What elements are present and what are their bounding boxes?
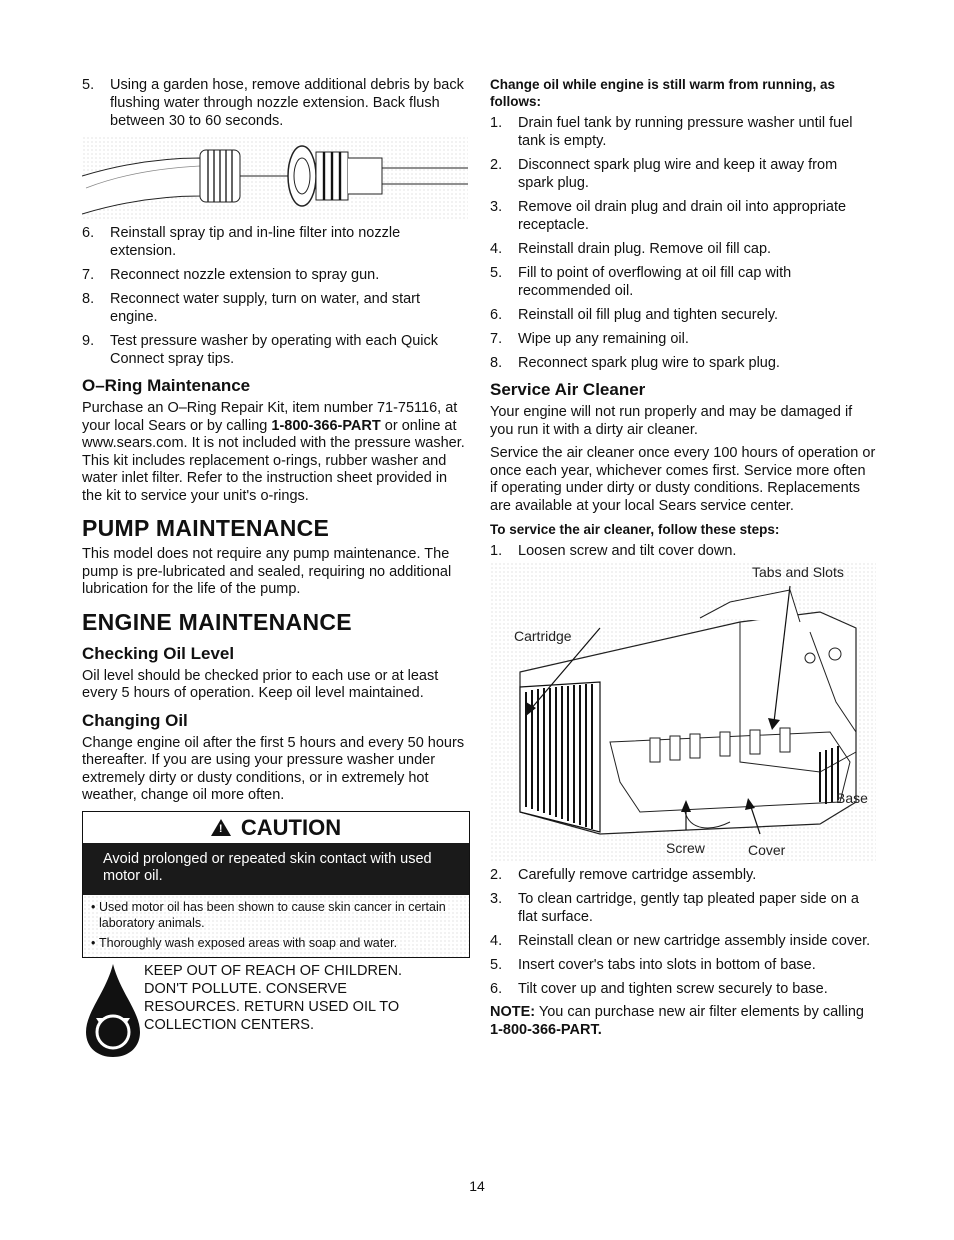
caution-header	[83, 812, 469, 843]
step-text: Remove oil drain plug and drain oil into appropriate receptacle.	[518, 199, 847, 233]
caution-box	[82, 811, 470, 958]
step-text: Loosen screw and tilt cover down.	[518, 543, 737, 559]
pump-maintenance-heading: PUMP MAINTENANCE	[82, 515, 330, 541]
air-cleaner-warning: Your engine will not run properly and may be damaged if you run it with a dirty air cleaner.	[490, 404, 853, 438]
oring-phone: 1-800-366-PART	[271, 417, 381, 434]
list-item	[490, 114, 876, 150]
list-item: • Thoroughly wash exposed areas with soap and water.	[91, 935, 461, 951]
note-text: You can purchase new air filter elements by calling	[538, 1004, 864, 1020]
step-text: To clean cartridge, gently tap pleated paper side on a flat surface.	[518, 891, 859, 925]
oring-paragraph	[82, 400, 470, 505]
step-text: Wipe up any remaining oil.	[518, 331, 689, 347]
list-item	[490, 240, 876, 258]
oring-text-2: or online at www.sears.com. It is not included with the pressure washer. This kit includes replacement o-rings, rubber washer and water inlet filter. Refer to the instruction sheet provided in the kit to service your unit's o-rings.	[82, 417, 465, 504]
step-text: Reconnect spark plug wire to spark plug.	[518, 355, 780, 371]
step-number: 3.	[490, 199, 503, 215]
step-text: Reconnect water supply, turn on water, and start engine.	[110, 291, 421, 325]
warning-triangle-icon: !	[211, 819, 231, 836]
right-column	[490, 76, 876, 1045]
oil-line: DON'T POLLUTE. CONSERVE	[144, 980, 347, 997]
list-item	[490, 932, 876, 950]
list-item: • Used motor oil has been shown to cause skin cancer in certain laboratory animals.	[91, 899, 461, 931]
engine-maintenance-heading: ENGINE MAINTENANCE	[82, 608, 352, 635]
air-cleaner-lead: To service the air cleaner, follow these steps:	[490, 522, 780, 537]
list-item	[490, 354, 876, 372]
step-text: Carefully remove cartridge assembly.	[518, 867, 757, 883]
list-item	[490, 542, 876, 560]
list-item	[82, 224, 470, 260]
caution-bullets	[83, 895, 469, 957]
garden-hose-illustration	[82, 136, 468, 220]
checking-oil-text: Oil level should be checked prior to each use or at least every 5 hours of operation. Keep oil level maintained.	[82, 667, 439, 701]
list-item	[490, 156, 876, 192]
step-text: Reinstall oil fill plug and tighten securely.	[518, 307, 779, 323]
note-phone: 1-800-366-PART.	[490, 1021, 602, 1038]
oil-line: COLLECTION CENTERS.	[144, 1016, 314, 1033]
step-text: Test pressure washer by operating with each Quick Connect spray tips.	[110, 333, 439, 367]
oil-recycle-notice	[82, 962, 470, 1062]
step-number: 8.	[82, 291, 95, 307]
step-number: 5.	[490, 957, 503, 973]
note-label: NOTE:	[490, 1004, 536, 1020]
step-text: Tilt cover up and tighten screw securely to base.	[518, 981, 828, 997]
list-item	[490, 890, 876, 926]
caution-warning: Avoid prolonged or repeated skin contact with used motor oil.	[83, 843, 469, 895]
step-number: 2.	[490, 867, 503, 883]
base-label: Base	[836, 790, 868, 806]
air-cleaner-illustration	[490, 562, 876, 862]
reassembly-steps-list	[82, 224, 470, 368]
changing-oil-heading: Changing Oil	[82, 710, 188, 730]
oil-recycle-logo-icon	[82, 962, 144, 1058]
step-number: 4.	[490, 933, 503, 949]
step-number: 1.	[490, 115, 503, 131]
change-oil-steps	[490, 114, 876, 372]
nozzle-steps-list	[82, 76, 470, 130]
air-cleaner-schedule: Service the air cleaner once every 100 hours of operation or once each year, whichever comes first. Service more often if operating under dirty or dusty conditions. Replacements are available at your local Sears service center.	[490, 445, 876, 514]
list-item	[82, 332, 470, 368]
air-cleaner-heading: Service Air Cleaner	[490, 380, 646, 399]
air-cleaner-steps	[490, 866, 876, 998]
caution-title: CAUTION	[240, 814, 342, 840]
oring-heading: O–Ring Maintenance	[82, 376, 251, 395]
list-item	[82, 266, 470, 284]
oil-line: RESOURCES. RETURN USED OIL TO	[144, 998, 400, 1015]
oring-text-1: Purchase an O–Ring Repair Kit, item number 71-75116, at your local Sears or by calling	[82, 400, 458, 434]
list-item	[490, 956, 876, 974]
step-text: Reinstall drain plug. Remove oil fill cap.	[518, 241, 772, 257]
step-number: 7.	[490, 331, 503, 347]
step-number: 7.	[82, 267, 95, 283]
step-text: Reinstall spray tip and in-line filter into nozzle extension.	[110, 225, 401, 259]
step-number: 6.	[490, 981, 503, 997]
cover-label: Cover	[748, 842, 786, 858]
list-item	[490, 306, 876, 324]
step-text: Using a garden hose, remove additional debris by back flushing water through nozzle extension. Back flush between 30 to 60 seconds.	[110, 77, 464, 129]
page-number: 14	[469, 1178, 485, 1194]
step-number: 6.	[82, 225, 95, 241]
step-text: Reconnect nozzle extension to spray gun.	[110, 267, 380, 283]
step-text: Disconnect spark plug wire and keep it away from spark plug.	[518, 157, 838, 191]
air-cleaner-figure	[490, 562, 876, 862]
step-number: 1.	[490, 543, 503, 559]
oil-line: KEEP OUT OF REACH OF CHILDREN.	[144, 962, 403, 979]
list-item	[490, 264, 876, 300]
note-paragraph	[490, 1004, 876, 1039]
list-item	[490, 330, 876, 348]
step-number: 3.	[490, 891, 503, 907]
pump-maintenance-text: This model does not require any pump maintenance. The pump is pre-lubricated and sealed, requiring no additional lubrication for the life of the pump.	[82, 546, 452, 597]
step-number: 4.	[490, 241, 503, 257]
tabs-and-slots-label: Tabs and Slots	[752, 564, 844, 580]
step-text: Drain fuel tank by running pressure washer until fuel tank is empty.	[518, 115, 853, 149]
hose-figure	[82, 136, 468, 220]
list-item	[82, 290, 470, 326]
step-number: 9.	[82, 333, 95, 349]
step-text: Reinstall clean or new cartridge assembly inside cover.	[518, 933, 871, 949]
step-text: Insert cover's tabs into slots in bottom of base.	[518, 957, 816, 973]
left-column	[82, 76, 470, 1062]
step-text: Fill to point of overflowing at oil fill cap with recommended oil.	[518, 265, 792, 299]
cartridge-label: Cartridge	[514, 628, 572, 644]
screw-label: Screw	[666, 840, 705, 856]
change-oil-lead: Change oil while engine is still warm from running, as follows:	[490, 77, 836, 109]
checking-oil-heading: Checking Oil Level	[82, 643, 235, 663]
step-number: 8.	[490, 355, 503, 371]
step-number: 5.	[490, 265, 503, 281]
list-item	[490, 866, 876, 884]
step-number: 5.	[82, 77, 95, 93]
list-item	[490, 198, 876, 234]
oil-recycle-text	[144, 962, 402, 1034]
list-item	[490, 980, 876, 998]
step-number: 6.	[490, 307, 503, 323]
list-item	[82, 76, 470, 130]
air-cleaner-step-1	[490, 542, 876, 560]
step-number: 2.	[490, 157, 503, 173]
changing-oil-text: Change engine oil after the first 5 hours and every 50 hours thereafter. If you are using your pressure washer under extremely dirty or dusty conditions, or in extremely hot weather, change oil more often.	[82, 734, 465, 803]
